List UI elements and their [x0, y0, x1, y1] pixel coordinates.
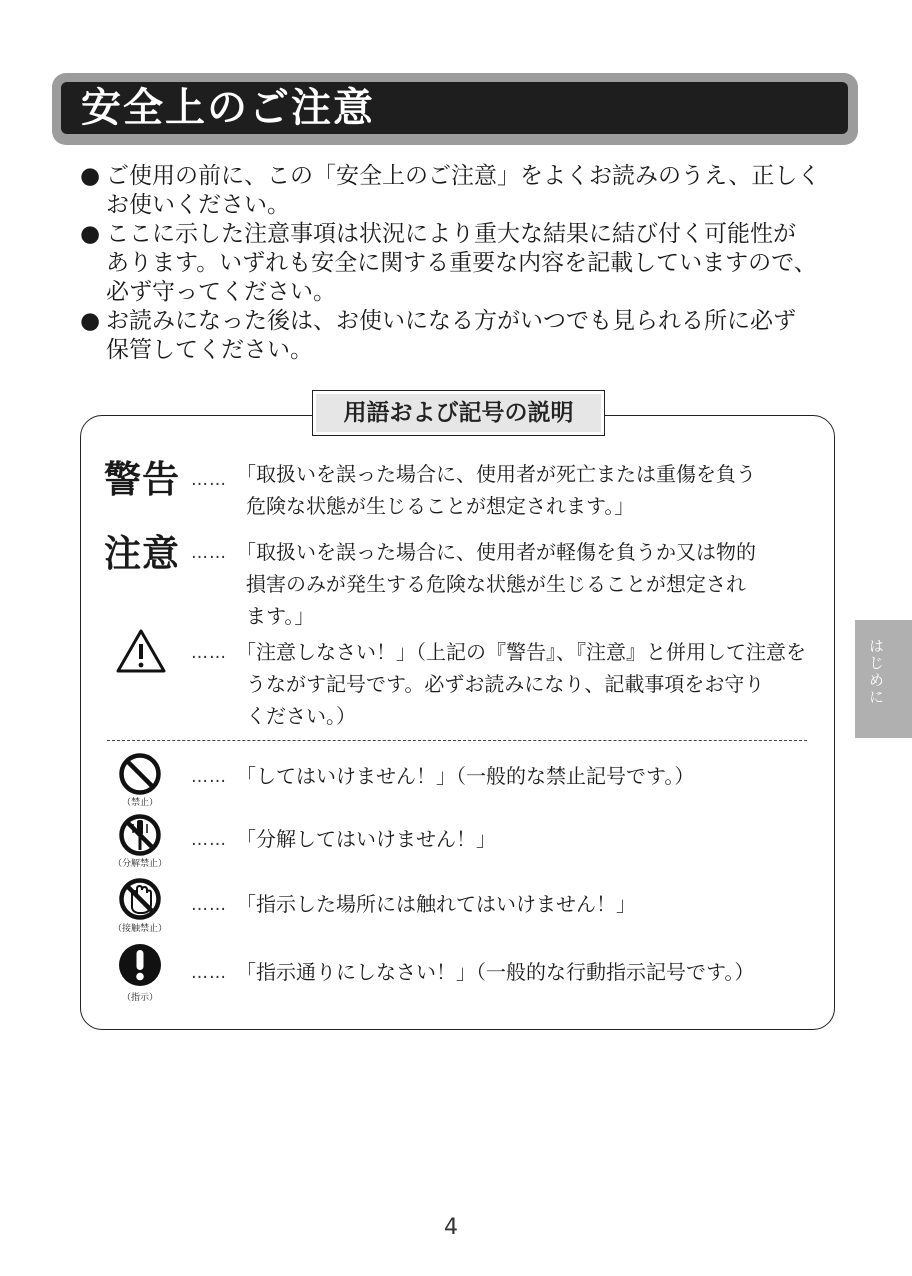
leader-dots: …… [191, 470, 227, 490]
intro-line: あります。いずれも安全に関する重要な内容を記載していますので、 [106, 250, 817, 276]
instruction-description: 「指示通りにしなさい！」（一般的な行動指示記号です。） [236, 960, 755, 984]
caution-triangle-icon [115, 628, 167, 674]
leader-dots: …… [191, 830, 227, 850]
caution-description [236, 536, 811, 632]
prohibition-icon [118, 752, 162, 796]
caution-line: 損害のみが発生する危険な状態が生じることが想定され [246, 572, 746, 596]
warning-line: 危険な状態が生じることが想定されます。」 [246, 494, 635, 518]
side-tab [855, 620, 912, 738]
intro-list [80, 162, 850, 365]
intro-line: ここに示した注意事項は状況により重大な結果に結び付く可能性が [106, 221, 796, 247]
side-tab-label: はじめに [867, 638, 885, 706]
instruction-caption: （指示） [121, 993, 158, 1003]
dashed-divider [107, 740, 807, 741]
intro-line: 保管してください。 [106, 337, 313, 363]
bullet-icon: ● [80, 221, 101, 247]
no-disassembly-description: 「分解してはいけません！」 [236, 827, 496, 851]
warning-line: 「取扱いを誤った場合に、使用者が死亡または重傷を負う [236, 462, 756, 486]
leader-dots: …… [191, 963, 227, 983]
legend-title: 用語および記号の説明 [316, 394, 601, 432]
no-disassembly-caption: （分解禁止） [112, 859, 167, 869]
leader-dots: …… [191, 767, 227, 787]
no-touch-caption: （接触禁止） [112, 924, 167, 934]
legend-title-box [312, 390, 605, 436]
intro-line: 必ず守ってください。 [106, 279, 336, 305]
leader-dots: …… [191, 643, 227, 663]
no-disassembly-icon [118, 813, 162, 857]
intro-line: ご使用の前に、この「安全上のご注意」をよくお読みのうえ、正しく [106, 163, 821, 189]
triangle-line: 「注意しなさい！」（上記の『警告』、『注意』と併用して注意を [236, 640, 806, 664]
instruction-icon [118, 943, 162, 987]
caution-label: 注意 [104, 532, 180, 575]
title-bar [52, 73, 858, 145]
intro-line: お使いください。 [106, 192, 290, 218]
title-bar-inner [61, 82, 848, 134]
prohibition-description: 「してはいけません！」（一般的な禁止記号です。） [236, 764, 695, 788]
triangle-line: ください。） [246, 704, 356, 728]
intro-item-2 [80, 220, 850, 307]
bullet-icon: ● [80, 308, 101, 334]
page-number: 4 [444, 1215, 458, 1240]
no-touch-description: 「指示した場所には触れてはいけません！」 [236, 892, 636, 916]
bullet-icon: ● [80, 163, 101, 189]
warning-description [236, 458, 811, 522]
intro-item-3 [80, 307, 850, 365]
caution-line: ます。」 [246, 604, 315, 628]
leader-dots: …… [191, 895, 227, 915]
no-touch-icon [118, 877, 162, 921]
page-title: 安全上のご注意 [81, 85, 375, 131]
prohibition-caption: （禁止） [121, 798, 158, 808]
warning-label: 警告 [104, 458, 180, 501]
intro-item-1 [80, 162, 850, 220]
caution-line: 「取扱いを誤った場合に、使用者が軽傷を負うか又は物的 [236, 540, 756, 564]
intro-line: お読みになった後は、お使いになる方がいつでも見られる所に必ず [106, 308, 796, 334]
triangle-line: うながす記号です。必ずお読みになり、記載事項をお守り [246, 672, 765, 696]
leader-dots: …… [191, 543, 227, 563]
triangle-description [236, 636, 811, 732]
